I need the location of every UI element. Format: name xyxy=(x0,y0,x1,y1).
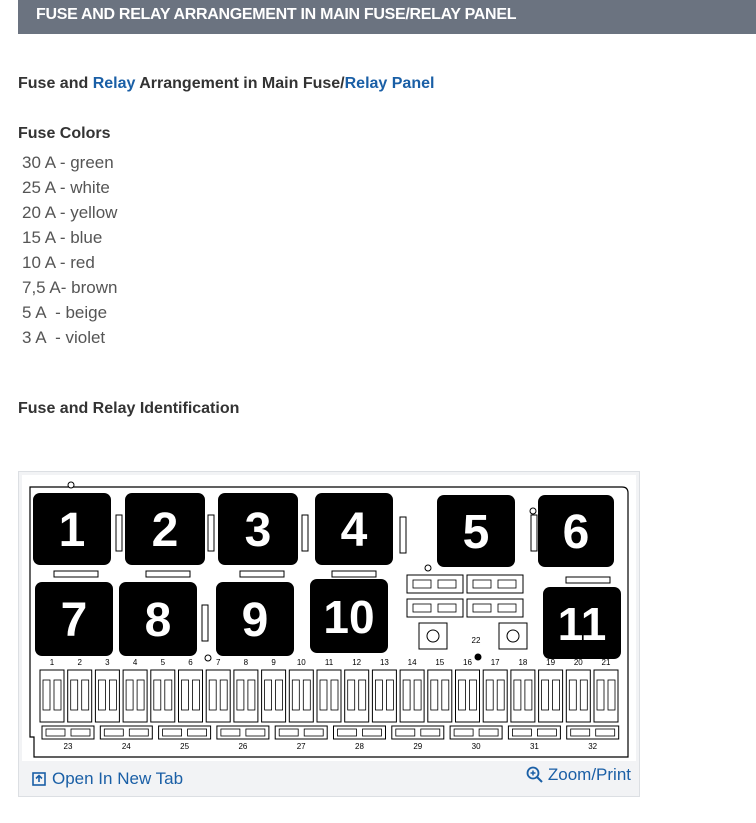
fuse-15 xyxy=(428,658,452,722)
relay-slot xyxy=(116,515,122,551)
section-subtitle xyxy=(18,75,434,93)
relay-number: 8 xyxy=(144,594,172,647)
fuse-number: 29 xyxy=(413,742,423,751)
relay-number: 9 xyxy=(241,594,269,647)
relay-slot xyxy=(302,515,308,551)
fuse-31 xyxy=(508,726,560,751)
fuse-number: 21 xyxy=(601,658,611,667)
fuse-14 xyxy=(400,658,424,722)
mount-hole xyxy=(425,565,431,571)
fuse-3 xyxy=(95,658,119,722)
fuse-17 xyxy=(483,658,507,722)
fuse-number: 12 xyxy=(352,658,362,667)
mini-fuse-holder xyxy=(407,575,463,593)
mini-fuse-holder xyxy=(467,599,523,617)
mini-fuse-holder xyxy=(467,575,523,593)
relay-number: 5 xyxy=(462,506,490,559)
fuse-color-item: 5 A - beige xyxy=(22,303,108,322)
fuse-21 xyxy=(594,658,618,722)
relay-9 xyxy=(216,582,294,656)
figure-footer xyxy=(19,763,639,795)
fuse-7 xyxy=(206,658,230,722)
relay-slot xyxy=(202,605,208,641)
identification-title: Fuse and Relay Identification xyxy=(18,400,240,417)
relay-4 xyxy=(315,493,393,565)
relay-slot xyxy=(531,515,537,551)
open-new-tab-icon xyxy=(32,772,46,786)
fuse-number: 2 xyxy=(77,658,82,667)
fuse-18 xyxy=(511,658,535,722)
relay-6 xyxy=(538,495,614,567)
fuse-28 xyxy=(334,726,386,751)
relay-strip xyxy=(146,571,190,577)
fuse-10 xyxy=(289,658,313,722)
fuse-23 xyxy=(42,726,94,751)
page-header xyxy=(18,0,756,34)
fuse-number: 5 xyxy=(160,658,166,667)
open-new-tab-link[interactable] xyxy=(32,769,183,789)
relay-number: 7 xyxy=(60,594,88,647)
zoom-icon xyxy=(526,766,544,784)
fuse-24 xyxy=(100,726,152,751)
fuse-colors-title: Fuse Colors xyxy=(18,125,111,142)
fuse-5 xyxy=(151,658,175,722)
fuse-color-item: 30 A - green xyxy=(22,153,114,172)
fuse-25 xyxy=(159,726,211,751)
fuse-number: 8 xyxy=(243,658,249,667)
fuse-color-item: 20 A - yellow xyxy=(22,203,118,222)
fuse-number: 19 xyxy=(546,658,556,667)
relay-number: 10 xyxy=(323,591,375,643)
fuse-11 xyxy=(317,658,341,722)
screw-terminal xyxy=(419,623,447,649)
relay-10 xyxy=(310,579,388,653)
relay-7 xyxy=(35,582,113,656)
fuse-13 xyxy=(372,658,396,722)
fuse-9 xyxy=(262,658,286,722)
fuse-number: 27 xyxy=(296,742,306,751)
fuse-20 xyxy=(566,658,590,722)
relay-8 xyxy=(119,582,197,656)
relay-number: 3 xyxy=(244,504,272,557)
fuse-number: 31 xyxy=(529,742,539,751)
fuse-number: 4 xyxy=(132,658,138,667)
relay-number: 11 xyxy=(557,598,607,650)
fuse-27 xyxy=(275,726,327,751)
fuse-number: 7 xyxy=(215,658,221,667)
relay-strip xyxy=(54,571,98,577)
relay-slot xyxy=(400,517,406,553)
fuse-number: 14 xyxy=(407,658,417,667)
fuse-relay-diagram[interactable] xyxy=(22,475,636,761)
fuse-29 xyxy=(392,726,444,751)
relay-1 xyxy=(33,493,111,565)
relay-number: 2 xyxy=(151,504,179,557)
relay-panel-link[interactable]: Relay Panel xyxy=(344,75,435,92)
relay-number: 4 xyxy=(340,504,368,557)
fuse-number: 17 xyxy=(490,658,500,667)
relay-number: 6 xyxy=(562,506,590,559)
fuse-number: 28 xyxy=(355,742,364,751)
relay-link[interactable]: Relay xyxy=(92,75,136,92)
fuse-number: 6 xyxy=(188,658,193,667)
mini-fuse-holder xyxy=(407,599,463,617)
fuse-8 xyxy=(234,658,258,722)
fuse-4 xyxy=(123,658,147,722)
relay-11 xyxy=(543,587,621,659)
fuse-number: 11 xyxy=(324,658,334,667)
fuse-number: 30 xyxy=(471,742,481,751)
fuse-16 xyxy=(456,658,480,722)
fuse-32 xyxy=(567,726,619,751)
fuse-label: 22 xyxy=(471,636,481,645)
fuse-number: 9 xyxy=(271,658,276,667)
fuse-number: 15 xyxy=(435,658,445,667)
relay-5 xyxy=(437,495,515,567)
fuse-19 xyxy=(539,658,563,722)
subtitle-part2: Arrangement in Main Fuse/ xyxy=(135,75,345,92)
fuse-color-item: 7,5 A- brown xyxy=(22,278,118,297)
fuse-number: 3 xyxy=(105,658,110,667)
fuse-30 xyxy=(450,726,502,751)
relay-2 xyxy=(125,493,205,565)
fuse-color-item: 3 A - violet xyxy=(22,328,106,347)
relay-strip xyxy=(240,571,284,577)
fuse-number: 23 xyxy=(63,742,73,751)
relay-number: 1 xyxy=(58,504,86,557)
fuse-number: 32 xyxy=(588,742,598,751)
fuse-number: 20 xyxy=(573,658,583,667)
fuse-12 xyxy=(345,658,369,722)
fuse-number: 13 xyxy=(379,658,389,667)
fuse-number: 1 xyxy=(49,658,55,667)
relay-strip xyxy=(566,577,610,583)
fuse-6 xyxy=(179,658,203,722)
relay-strip xyxy=(332,571,376,577)
fuse-number: 18 xyxy=(518,658,528,667)
fuse-color-list xyxy=(22,150,117,350)
mount-hole xyxy=(475,654,481,660)
mount-hole xyxy=(205,655,211,661)
fuse-number: 10 xyxy=(296,658,306,667)
mount-hole xyxy=(530,508,536,514)
relay-3 xyxy=(218,493,298,565)
fuse-1 xyxy=(40,658,64,722)
fuse-color-item: 25 A - white xyxy=(22,178,110,197)
fuse-number: 24 xyxy=(121,742,131,751)
relay-slot xyxy=(208,515,214,551)
fuse-number: 26 xyxy=(238,742,248,751)
open-new-tab-label: Open In New Tab xyxy=(52,769,184,788)
fuse-number: 16 xyxy=(463,658,472,667)
zoom-print-link[interactable] xyxy=(526,765,631,785)
fuse-color-item: 15 A - blue xyxy=(22,228,103,247)
header-title: FUSE AND RELAY ARRANGEMENT IN MAIN FUSE/RELAY PANEL xyxy=(36,6,517,23)
subtitle-part1: Fuse and xyxy=(18,75,93,92)
zoom-print-label: Zoom/Print xyxy=(547,765,631,784)
screw-terminal xyxy=(499,623,527,649)
fuse-2 xyxy=(68,658,92,722)
fuse-number: 25 xyxy=(180,742,190,751)
diagram-figure xyxy=(18,471,640,797)
fuse-color-item: 10 A - red xyxy=(22,253,95,272)
fuse-26 xyxy=(217,726,269,751)
